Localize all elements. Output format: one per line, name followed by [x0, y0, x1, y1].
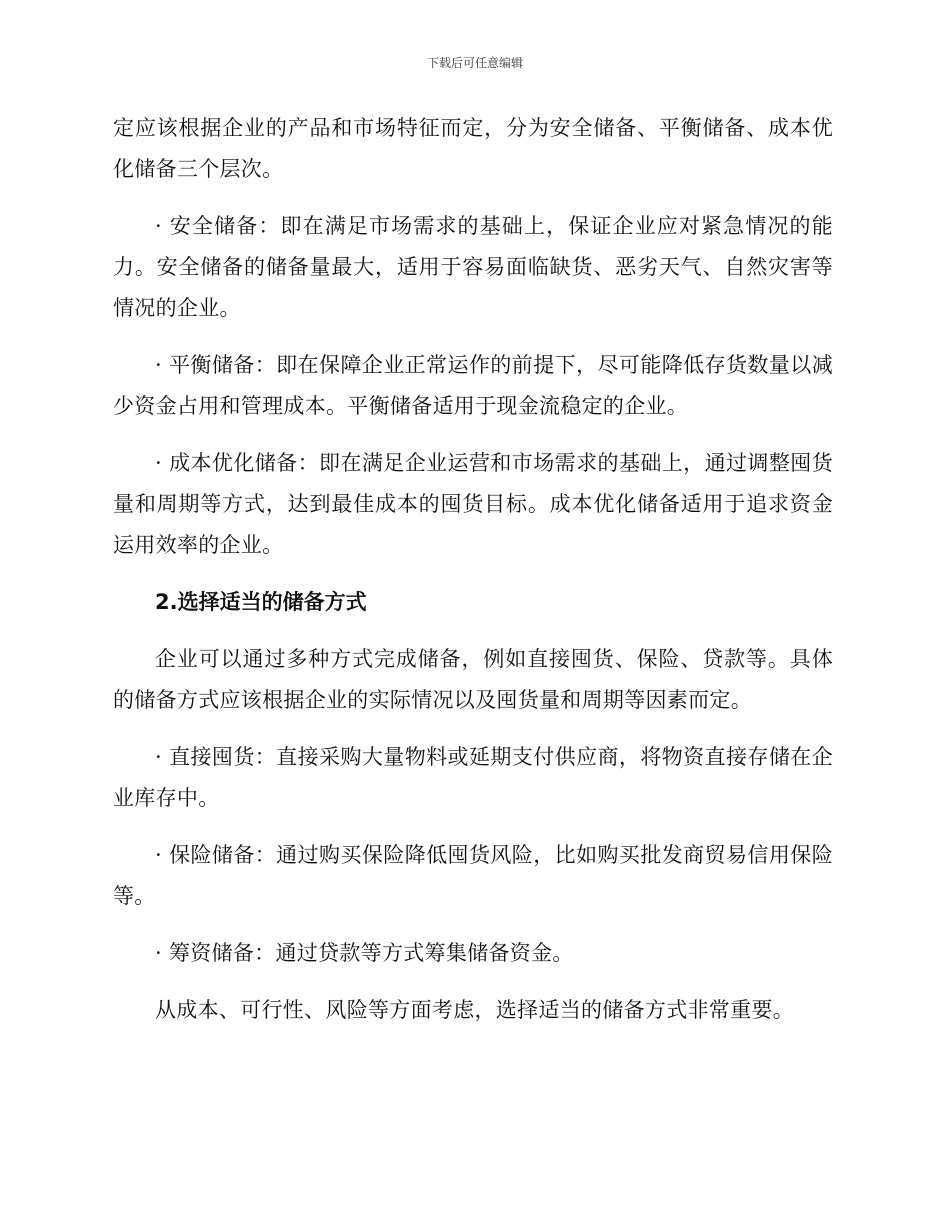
document-body: [113, 108, 833, 1047]
paragraph-financing-reserve: · 筹资储备：通过贷款等方式筹集储备资金。: [155, 941, 574, 965]
section-heading: 2.选择适当的储备方式: [155, 590, 367, 614]
paragraph-reserve-methods-intro: 企业可以通过多种方式完成储备，例如直接囤货、保险、贷款等。具体的储备方式应该根据企业的实际情况以及囤货量和周期等因素而定。: [113, 647, 833, 712]
paragraph-conclusion: 从成本、可行性、风险等方面考虑，选择适当的储备方式非常重要。: [155, 998, 794, 1022]
paragraph-safety-reserve: · 安全储备：即在满足市场需求的基础上，保证企业应对紧急情况的能力。安全储备的储备量最大，适用于容易面临缺货、恶劣天气、自然灾害等情况的企业。: [113, 214, 833, 320]
paragraph-cost-optimized-reserve: · 成本优化储备：即在满足企业运营和市场需求的基础上，通过调整囤货量和周期等方式，达到最佳成本的囤货目标。成本优化储备适用于追求资金运用效率的企业。: [113, 451, 833, 557]
paragraph-reserve-levels: 定应该根据企业的产品和市场特征而定，分为安全储备、平衡储备、成本优化储备三个层次。: [113, 116, 833, 181]
paragraph-direct-stockpiling: · 直接囤货：直接采购大量物料或延期支付供应商，将物资直接存储在企业库存中。: [113, 745, 833, 810]
paragraph-balanced-reserve: · 平衡储备：即在保障企业正常运作的前提下，尽可能降低存货数量以减少资金占用和管理成本。平衡储备适用于现金流稳定的企业。: [113, 353, 833, 418]
page-header: 下载后可任意编辑: [426, 56, 523, 70]
paragraph-insurance-reserve: · 保险储备：通过购买保险降低囤货风险，比如购买批发商贸易信用保险等。: [113, 843, 833, 908]
